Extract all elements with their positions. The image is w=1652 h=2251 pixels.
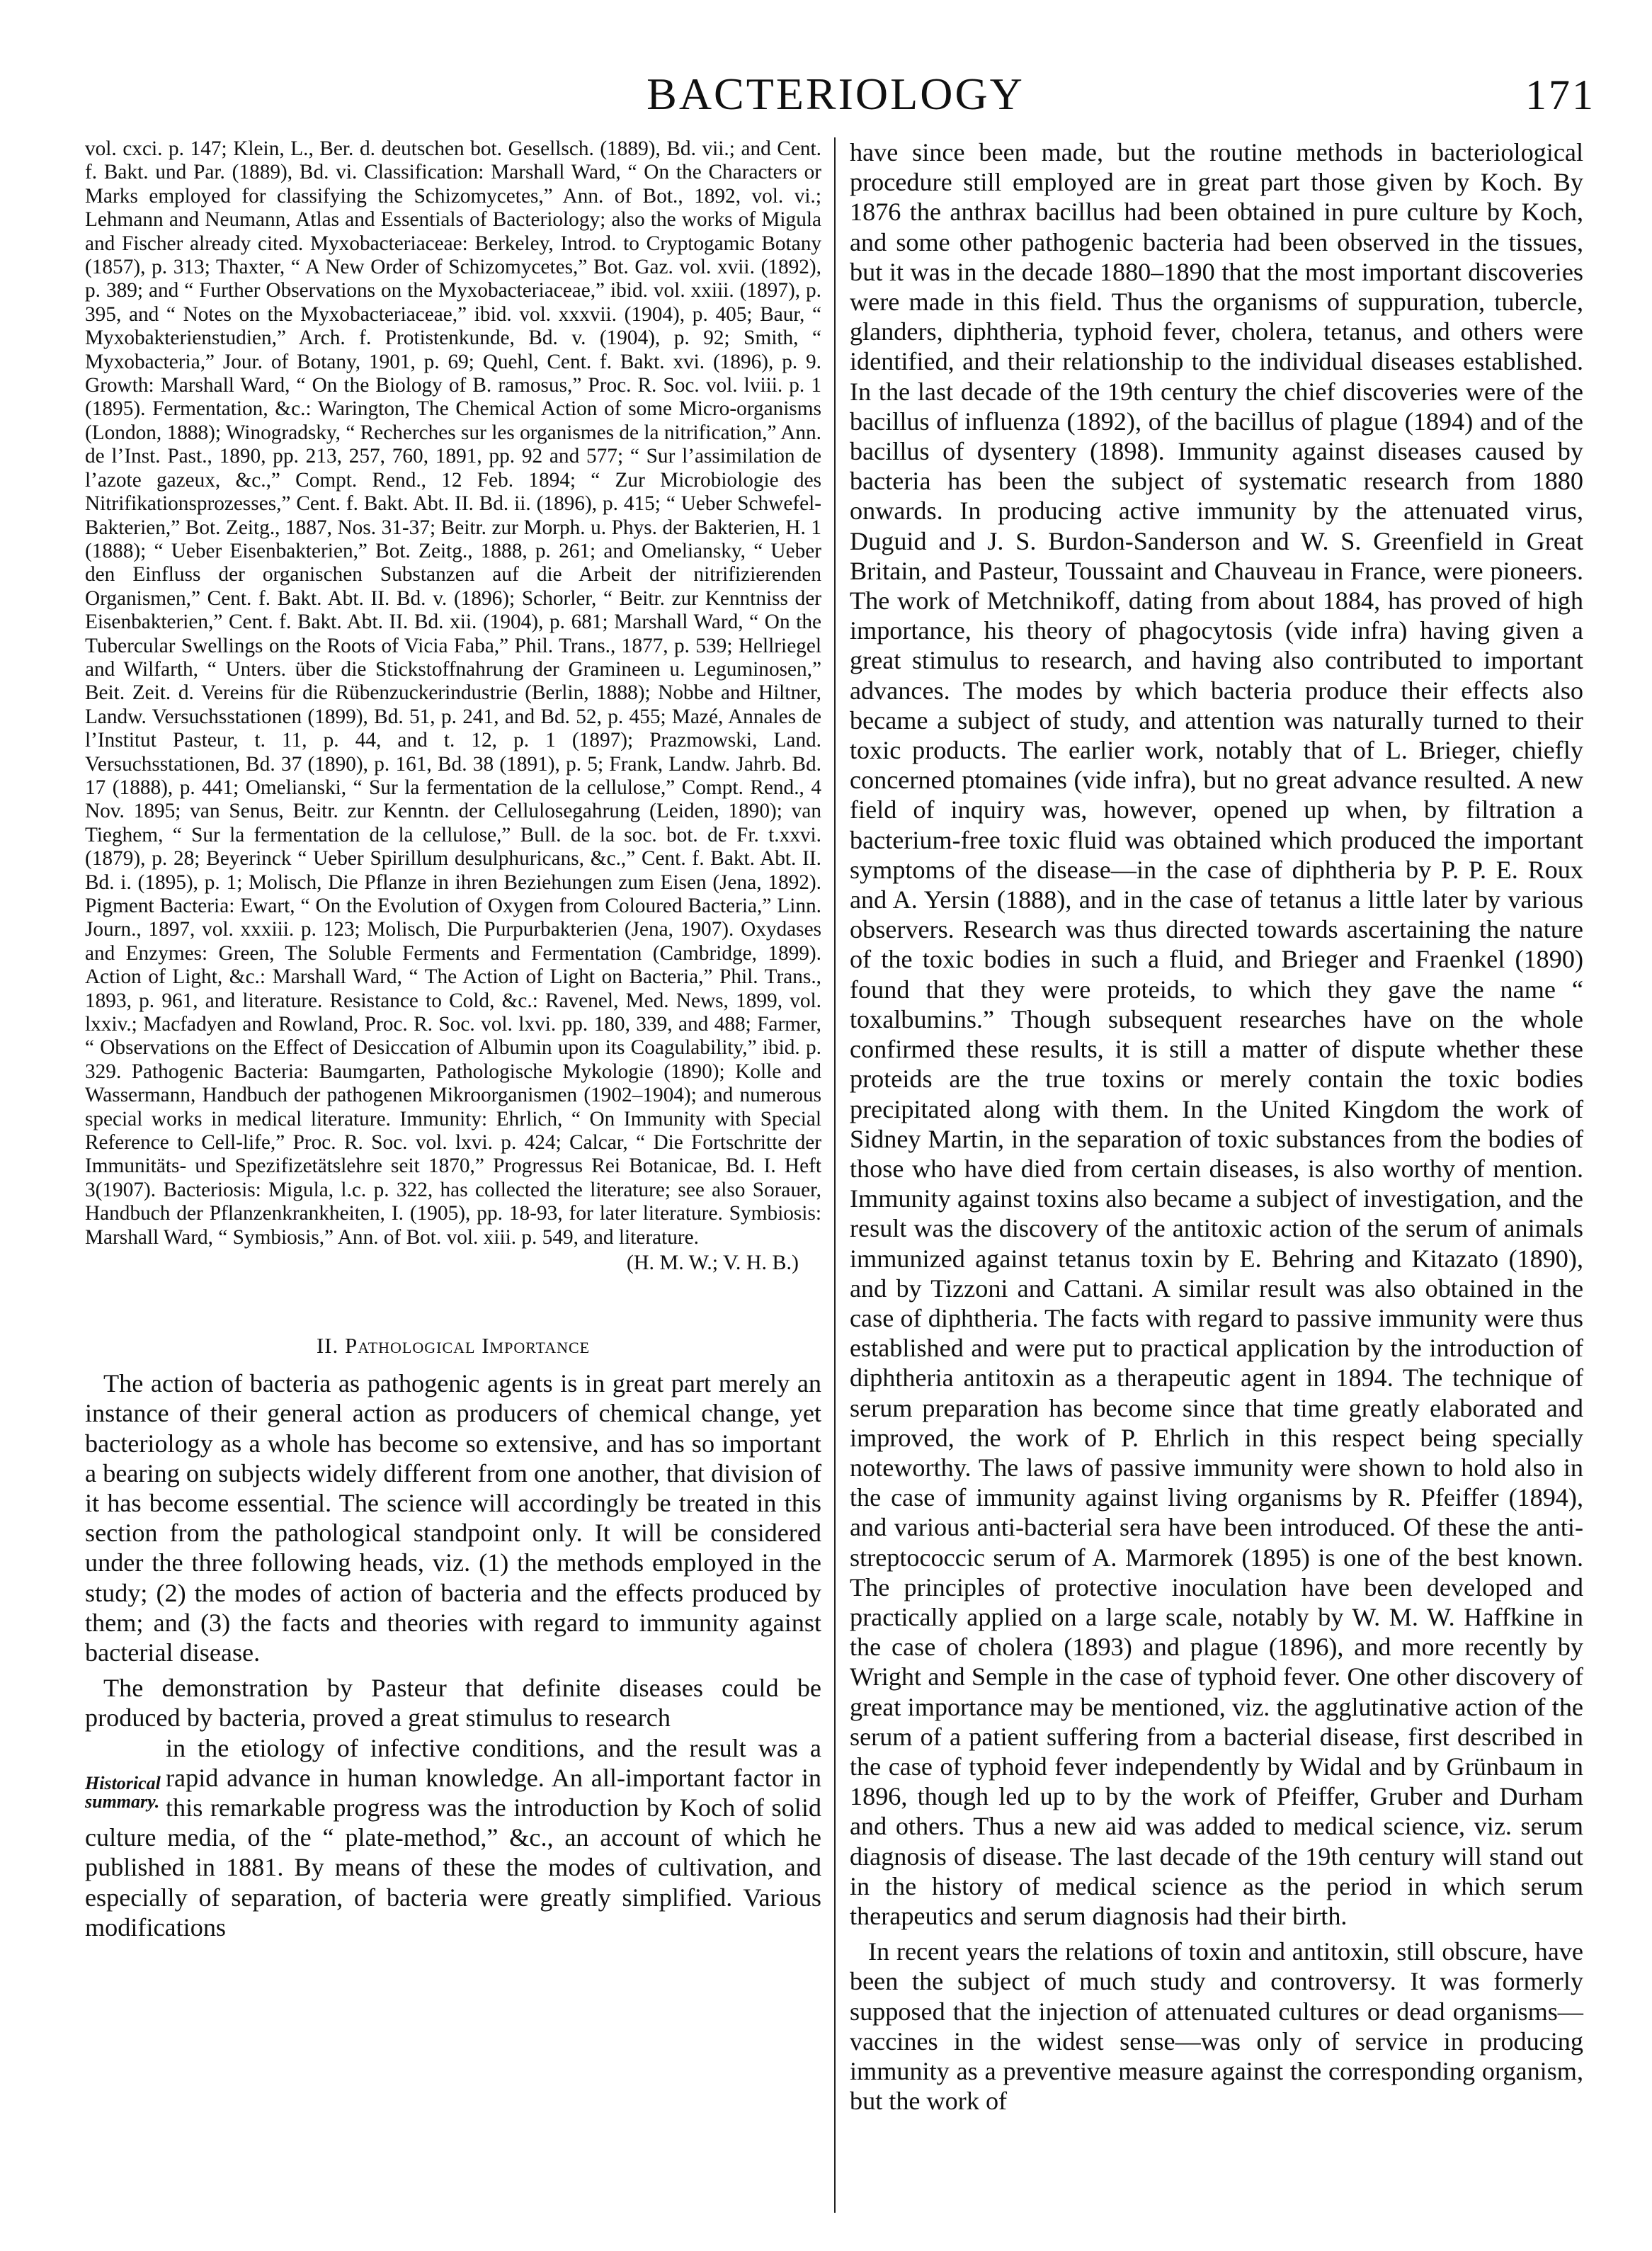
left-column: [85, 137, 821, 1942]
column-divider: [834, 137, 836, 2213]
page-header: [0, 64, 1652, 120]
right-column: [850, 137, 1583, 2116]
paragraph: In recent years the relations of toxin and antitoxin, still obscure, have been the subject of much study and controversy. It was formerly supposed that the injection of attenuated cultures or dead organisms—vaccines in the widest sense—was only of service in producing immunity as a preventive measure against the corresponding organism, but the work of: [850, 1937, 1583, 2116]
margin-sidenote: Historical summary.: [85, 1772, 161, 1812]
page-number: 171: [1525, 72, 1595, 118]
author-signature: (H. M. W.; V. H. B.): [626, 1251, 799, 1275]
paragraph: have since been made, but the routine methods in bacteriological procedure still employed are in great part those given by Koch. By 1876 the anthrax bacillus had been obtained in pure culture by Koch, and some other pathogenic bacteria had been observed in the tissues, but it was in the decade 1880–1890 that the most important discoveries were made in this field. Thus the organisms of suppuration, tubercle, glanders, diphtheria, typhoid fever, cholera, tetanus, and others were identified, and their relationship to the individual diseases established. In the last decade of the 19th century the chief discoveries were of the bacillus of influenza (1892), of the bacillus of plague (1894) and of the bacillus of dysentery (1898). Immunity against diseases caused by bacteria has been the subject of systematic research from 1880 onwards. In producing active immunity by the attenuated virus, Duguid and J. S. Burdon-Sanderson and W. S. Greenfield in Great Britain, and Pasteur, Toussaint and Chauveau in France, were pioneers. The work of Metchnikoff, dating from about 1884, has proved of high importance, his theory of phagocytosis (vide infra) having given a great stimulus to research, and having also contributed to important advances. The modes by which bacteria produce their effects also became a subject of study, and attention was naturally turned to their toxic products. The earlier work, notably that of L. Brieger, chiefly concerned ptomaines (vide infra), but no great advance resulted. A new field of inquiry was, however, opened up when, by filtration a bacterium-free toxic fluid was obtained which produced the important symptoms of the disease—in the case of diphtheria by P. P. E. Roux and A. Yersin (1888), and in the case of tetanus a little later by various observers. Research was thus directed towards ascertaining the nature of the toxic bodies in such a fluid, and Brieger and Fraenkel (1890) found that they were proteids, to which they gave the name “ toxalbumins.” Though subsequent researches have on the whole confirmed these results, it is still a matter of dispute whether these proteids are the true toxins or merely contain the toxic bodies precipitated along with them. In the United Kingdom the work of Sidney Martin, in the separation of toxic substances from the bodies of those who have died from certain diseases, is also worthy of mention. Immunity against toxins also became a subject of investigation, and the result was the discovery of the antitoxic action of the serum of animals immunized against tetanus toxin by E. Behring and Kitazato (1890), and by Tizzoni and Cattani. A similar result was also obtained in the case of diphtheria. The facts with regard to passive immunity were thus established and were put to practical application by the introduction of diphtheria antitoxin as a therapeutic agent in 1894. The technique of serum preparation has become since that time greatly elaborated and improved, the work of P. Ehrlich in this respect being specially noteworthy. The laws of passive immunity were shown to hold also in the case of immunity against living organisms by R. Pfeiffer (1894), and various anti-bacterial sera have been introduced. Of these the anti-streptococcic serum of A. Marmorek (1895) is one of the best known. The principles of protective inoculation have been developed and practically applied on a large scale, notably by W. M. W. Haffkine in the case of cholera (1893) and plague (1896), and more recently by Wright and Semple in the case of typhoid fever. One other discovery of great importance may be mentioned, viz. the agglutinative action of the serum of a patient suffering from a bacterial disease, first described in the case of typhoid fever independently by Widal and by Grünbaum in 1896, though led up to by the work of Pfeiffer, Gruber and Durham and others. Thus a new aid was added to medical science, viz. serum diagnosis of disease. The last decade of the 19th century will stand out in the history of medical science as the period in which serum therapeutics and serum diagnosis had their birth.: [850, 138, 1583, 1930]
paragraph-lead: The demonstration by Pasteur that definite diseases could be produced by bacteria, proved a great stimulus to research: [85, 1674, 821, 1733]
paragraph: The action of bacteria as pathogenic agents is in great part merely an instance of their general action as producers of chemical change, yet bacteriology as a whole has become so extensive, and has so important a bearing on subjects widely different from one another, that division of it has become essential. The science will accordingly be treated in this section from the pathological standpoint only. It will be considered under the three following heads, viz. (1) the methods employed in the study; (2) the modes of action of bacteria and the effects produced by them; and (3) the facts and theories with regard to immunity against bacterial disease.: [85, 1369, 821, 1667]
paragraph-continued: in the etiology of infective conditions, and the result was a rapid advance in human knowledge. An all-important factor in this remarkable progress was the introduction by Koch of solid culture media, of the “ plate-method,” &c., an account of which he published in 1881. By means of these the modes of cultivation, and especially of separation, of bacteria were greatly simplified. Various modifications: [85, 1733, 821, 1941]
paragraph-with-sidenote: [85, 1673, 821, 1942]
section-heading: II. Pathological Importance: [316, 1333, 591, 1359]
running-head: BACTERIOLOGY: [646, 69, 1025, 119]
bibliography-references: vol. cxci. p. 147; Klein, L., Ber. d. deutschen bot. Gesellsch. (1889), Bd. vii.; and Cent. f. Bakt. und Par. (1889), Bd. vi. Classification: Marshall Ward, “ On the Characters or Marks employed for classifying the Schizomycetes,” Ann. of Bot., 1892, vol. vi.; Lehmann and Neumann, Atlas and Essentials of Bacteriology; also the works of Migula and Fischer already cited. Myxobacteriaceae: Berkeley, Introd. to Cryptogamic Botany (1857), p. 313; Thaxter, “ A New Order of Schizomycetes,” Bot. Gaz. vol. xvii. (1892), p. 389; and “ Further Observations on the Myxobacteriaceae,” ibid. vol. xxiii. (1897), p. 395, and “ Notes on the Myxobacteriaceae,” ibid. vol. xxxvii. (1904), p. 405; Baur, “ Myxobakterienstudien,” Arch. f. Protistenkunde, Bd. v. (1904), p. 92; Smith, “ Myxobacteria,” Jour. of Botany, 1901, p. 69; Quehl, Cent. f. Bakt. xvi. (1896), p. 9. Growth: Marshall Ward, “ On the Biology of B. ramosus,” Proc. R. Soc. vol. lviii. p. 1 (1895). Fermentation, &c.: Warington, The Chemical Action of some Micro-organisms (London, 1888); Winogradsky, “ Recherches sur les organismes de la nitrification,” Ann. de l’Inst. Past., 1890, pp. 213, 257, 760, 1891, pp. 92 and 577; “ Sur l’assimilation de l’azote gazeux, &c.,” Compt. Rend., 12 Feb. 1894; “ Zur Microbiologie des Nitrifikationsprozesses,” Cent. f. Bakt. Abt. II. Bd. ii. (1896), p. 415; “ Ueber Schwefel-Bakterien,” Bot. Zeitg., 1887, Nos. 31-37; Beitr. zur Morph. u. Phys. der Bakterien, H. 1 (1888); “ Ueber Eisenbakterien,” Bot. Zeitg., 1888, p. 261; and Omeliansky, “ Ueber den Einfluss der organischen Substanzen auf die Arbeit der nitrifizierenden Organismen,” Cent. f. Bakt. Abt. II. Bd. v. (1896); Schorler, “ Beitr. zur Kenntniss der Eisenbakterien,” Cent. f. Bakt. Abt. II. Bd. xii. (1904), p. 681; Marshall Ward, “ On the Tubercular Swellings on the Roots of Vicia Faba,” Phil. Trans., 1877, p. 539; Hellriegel and Wilfarth, “ Unters. über die Stickstoffnahrung der Gramineen u. Leguminosen,” Beit. Zeit. d. Vereins für die Rübenzuckerindustrie (Berlin, 1888); Nobbe and Hiltner, Landw. Versuchsstationen (1899), Bd. 51, p. 241, and Bd. 52, p. 455; Mazé, Annales de l’Institut Pasteur, t. 11, p. 44, and t. 12, p. 1 (1897); Prazmowski, Land. Versuchsstationen, Bd. 37 (1890), p. 161, Bd. 38 (1891), p. 5; Frank, Landw. Jahrb. Bd. 17 (1888), p. 441; Omelianski, “ Sur la fermentation de la cellulose,” Compt. Rend., 4 Nov. 1895; van Senus, Beitr. zur Kenntn. der Cellulosegahrung (Leiden, 1890); van Tieghem, “ Sur la fermentation de la cellulose,” Bull. de la soc. bot. de Fr. t.xxvi. (1879), p. 28; Beyerinck “ Ueber Spirillum desulphuricans, &c.,” Cent. f. Bakt. Abt. II. Bd. i. (1895), p. 1; Molisch, Die Pflanze in ihren Beziehungen zum Eisen (Jena, 1892). Pigment Bacteria: Ewart, “ On the Evolution of Oxygen from Coloured Bacteria,” Linn. Journ., 1897, vol. xxxiii. p. 123; Molisch, Die Purpurbakterien (Jena, 1907). Oxydases and Enzymes: Green, The Soluble Ferments and Fermentation (Cambridge, 1899). Action of Light, &c.: Marshall Ward, “ The Action of Light on Bacteria,” Phil. Trans., 1893, p. 961, and literature. Resistance to Cold, &c.: Ravenel, Med. News, 1899, vol. lxxiv.; Macfadyen and Rowland, Proc. R. Soc. vol. lxvi. pp. 180, 339, and 488; Farmer, “ Observations on the Effect of Desiccation of Albumin upon its Coagulability,” ibid. p. 329. Pathogenic Bacteria: Baumgarten, Pathologische Mykologie (1890); Kolle and Wassermann, Handbuch der pathogenen Mikroorganismen (1902–1904); and numerous special works in medical literature. Immunity: Ehrlich, “ On Immunity with Special Reference to Cell-life,” Proc. R. Soc. vol. lxvi. p. 424; Calcar, “ Die Fortschritte der Immunitäts- und Spezifizetätslehre seit 1870,” Progressus Rei Botanicae, Bd. I. Heft 3(1907). Bacteriosis: Migula, l.c. p. 322, has collected the literature; see also Sorauer, Handbuch der Pflanzenkrankheiten, I. (1905), pp. 18-93, for later literature. Symbiosis: Marshall Ward, “ Symbiosis,” Ann. of Bot. vol. xiii. p. 549, and literature.: [85, 137, 821, 1249]
